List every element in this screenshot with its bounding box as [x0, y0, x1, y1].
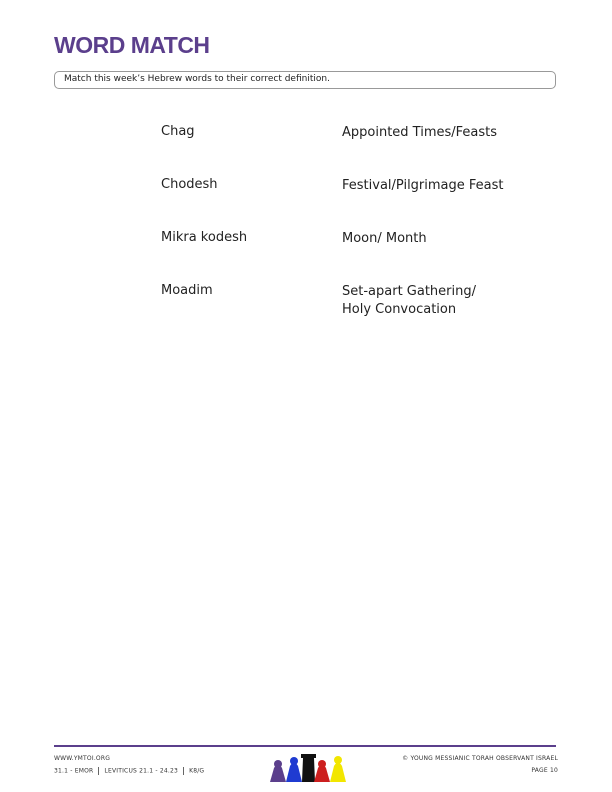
definition-line: Festival/Pilgrimage Feast — [342, 178, 504, 193]
logo-head-yellow — [334, 756, 342, 764]
logo-figure-blue — [286, 763, 302, 783]
definition — [342, 283, 522, 319]
divider — [183, 767, 184, 775]
definition-line: Set-apart Gathering/ — [342, 284, 476, 299]
logo-head-purple — [274, 760, 282, 768]
definition — [342, 124, 522, 142]
footer-page-number: PAGE 10 — [531, 767, 558, 774]
footer-copyright: © YOUNG MESSIANIC TORAH OBSERVANT ISRAEL — [402, 755, 558, 762]
instruction-text: Match this week’s Hebrew words to their correct definition. — [64, 74, 330, 84]
footer-portion: 31.1 - EMOR — [54, 767, 94, 775]
definition-line: Holy Convocation — [342, 302, 457, 317]
footer-grade: K8/G — [189, 767, 205, 775]
page-title: WORD MATCH — [54, 32, 210, 58]
divider — [98, 767, 99, 775]
definition — [342, 230, 522, 248]
definition — [342, 177, 522, 195]
instruction-box — [54, 71, 556, 89]
footer-website: WWW.YMTOI.ORG — [54, 755, 111, 762]
logo-tower-black — [301, 754, 316, 782]
footer-reference: LEVITICUS 21.1 - 24.23 — [104, 767, 179, 775]
definition-line: Appointed Times/Feasts — [342, 125, 498, 140]
footer-rule — [54, 745, 556, 747]
logo-figures — [270, 754, 346, 782]
ymtoi-logo — [268, 748, 348, 784]
footer-portion-info — [54, 767, 204, 775]
definition-line: Moon/ Month — [342, 231, 427, 246]
hebrew-word: Chag — [161, 124, 195, 139]
hebrew-word: Moadim — [161, 283, 213, 298]
hebrew-word: Mikra kodesh — [161, 230, 248, 245]
hebrew-word: Chodesh — [161, 177, 218, 192]
logo-head-red — [318, 760, 326, 768]
logo-figure-yellow — [330, 763, 346, 783]
logo-head-blue — [290, 757, 298, 765]
